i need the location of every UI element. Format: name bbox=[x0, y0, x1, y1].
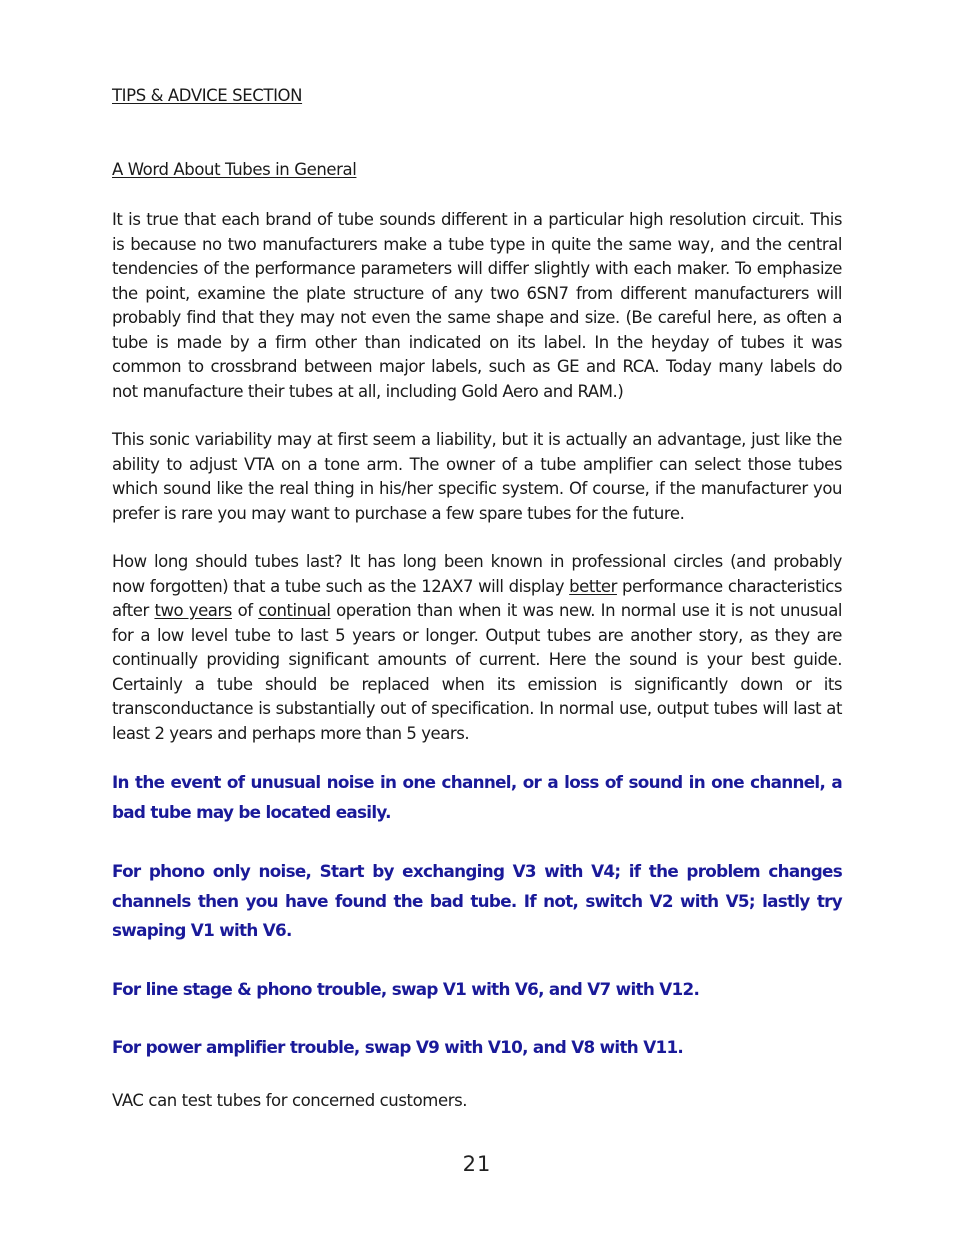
subheading: A Word About Tubes in General bbox=[112, 160, 357, 179]
note-power-amplifier: For power amplifier trouble, swap V9 with V10, and V8 with V11. bbox=[112, 1037, 684, 1057]
note-locate-bad-tube: In the event of unusual noise in one channel, or a loss of sound in one channel, a bad tube may be located easily. bbox=[112, 772, 842, 822]
page-content bbox=[112, 84, 842, 1113]
lifespan-text-3: of bbox=[231, 601, 259, 620]
emphasis-continual: continual bbox=[258, 601, 331, 620]
lifespan-text-2: performance characteristics after bbox=[112, 576, 842, 620]
lifespan-text-4: operation than when it was new. In normal use it is not unusual for a low level tube to last 5 years or longer. Output tubes are another story, as they are continually providing significant amounts of current. Here the sound is your best guide. Certainly a tube should be replaced when its emission is significantly down or its transconductance is substantially out of specification. In normal use, output tubes will last at least 2 years and perhaps more than 5 years. bbox=[112, 601, 842, 743]
note-line-stage-phono: For line stage & phono trouble, swap V1 with V6, and V7 with V12. bbox=[112, 978, 700, 999]
page-number: 21 bbox=[462, 1152, 492, 1176]
closing-note: VAC can test tubes for concerned customers. bbox=[112, 1090, 468, 1110]
lifespan-text-1: How long should tubes last? It has long been known in professional circles (and probably now forgotten) that a tube such as the 12AX7 will display bbox=[112, 552, 842, 596]
section-heading: TIPS & ADVICE SECTION bbox=[112, 86, 303, 105]
paragraph-tube-lifespan bbox=[112, 550, 842, 746]
note-phono-noise: For phono only noise, Start by exchanging V3 with V4; if the problem changes channels then you have found the bad tube. If not, switch V2 with V5; lastly try swaping V1 with V6. bbox=[112, 861, 842, 940]
emphasis-two-years: two years bbox=[154, 601, 232, 620]
emphasis-better: better bbox=[569, 576, 617, 596]
paragraph-tube-brands: It is true that each brand of tube sounds different in a particular high resolution circuit. This is because no two manufacturers make a tube type in quite the same way, and the central tendencies of the performance parameters will differ slightly with each maker. To emphasize the point, examine the plate structure of any two 6SN7 from different manufacturers will probably find that they may not even the same shape and size. (Be careful here, as often a tube is made by a firm other than indicated on its label. In the heyday of tubes it was common to crossbrand between major labels, such as GE and RCA. Today many labels do not manufacture their tubes at all, including Gold Aero and RAM.) bbox=[112, 210, 842, 401]
paragraph-sonic-variability: This sonic variability may at first seem a liability, but it is actually an advantage, just like the ability to adjust VTA on a tone arm. The owner of a tube amplifier can select those tubes which sound like the real thing in his/her specific system. Of course, if the manufacturer you prefer is rare you may want to purchase a few spare tubes for the future. bbox=[112, 430, 842, 523]
